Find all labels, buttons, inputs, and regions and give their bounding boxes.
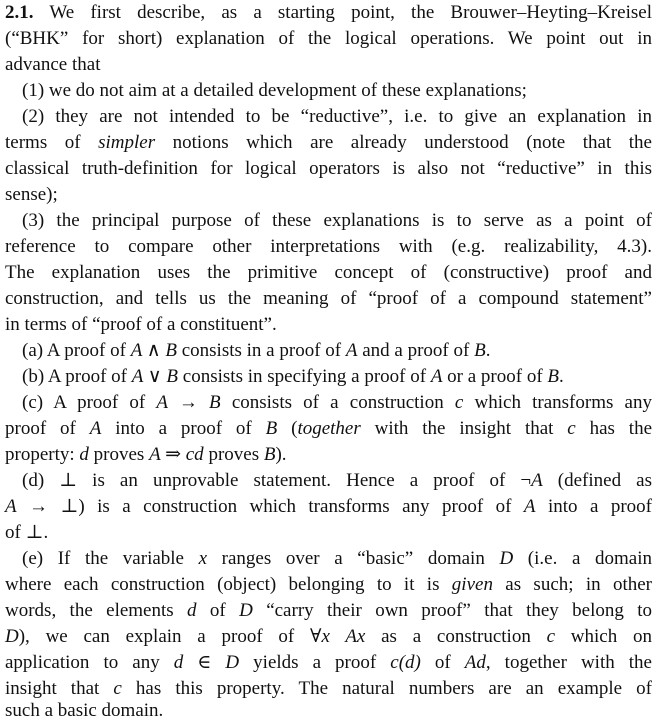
text-line: property: d proves A ⇒ cd proves B). [5,444,287,465]
text-line: proof of A into a proof of B (together with the insight that c has the [5,418,653,439]
text-line: where each construction (object) belonging to it is given as such; in other [5,574,652,595]
clause-a: (a) A proof of A ∧ B consists in a proof of A and a proof of B. [22,340,491,361]
text-line: A → ⊥) is a construction which transforms any proof of A into a proof [5,496,652,517]
text-line: words, the elements d of D “carry their own proof” that they belong to [5,600,653,621]
text-line: in terms of “proof of a constituent”. [5,314,277,335]
list-item-3: (3) the principal purpose of these explanations is to serve as a point of [22,210,652,231]
text-line: application to any d ∈ D yields a proof c(d) of Ad, together with the [5,652,652,673]
text-line: classical truth-definition for logical operators is also not “reductive” in this [5,158,652,179]
section-number: 2.1. [5,2,34,23]
list-item-1: (1) we do not aim at a detailed development of these explanations; [22,80,527,101]
list-item-2: (2) they are not intended to be “reductive”, i.e. to give an explanation in [22,106,652,127]
text-line: such a basic domain. [5,700,164,721]
clause-c: (c) A proof of A → B consists of a construction c which transforms any [22,392,652,413]
text-line: 2.1. We first describe, as a starting point, the Brouwer–Heyting–Kreisel [5,2,652,23]
text-line: construction, and tells us the meaning of “proof of a compound statement” [5,288,652,309]
clause-e: (e) If the variable x ranges over a “basic” domain D (i.e. a domain [22,548,652,569]
text-line: insight that c has this property. The natural numbers are an example of [5,678,652,699]
text-line: reference to compare other interpretations with (e.g. realizability, 4.3). [5,236,652,257]
text-line: The explanation uses the primitive concept of (constructive) proof and [5,262,652,283]
text-line: (“BHK” for short) explanation of the logical operations. We point out in [5,28,652,49]
clause-b: (b) A proof of A ∨ B consists in specifying a proof of A or a proof of B. [22,366,564,387]
clause-d: (d) ⊥ is an unprovable statement. Hence a proof of ¬A (defined as [22,470,652,491]
text-line: D), we can explain a proof of ∀x Ax as a construction c which on [5,626,652,647]
text-line: advance that [5,54,101,75]
text-line: of ⊥. [5,522,49,543]
text-line: terms of simpler notions which are already understood (note that the [5,132,652,153]
text-line: sense); [5,184,58,205]
